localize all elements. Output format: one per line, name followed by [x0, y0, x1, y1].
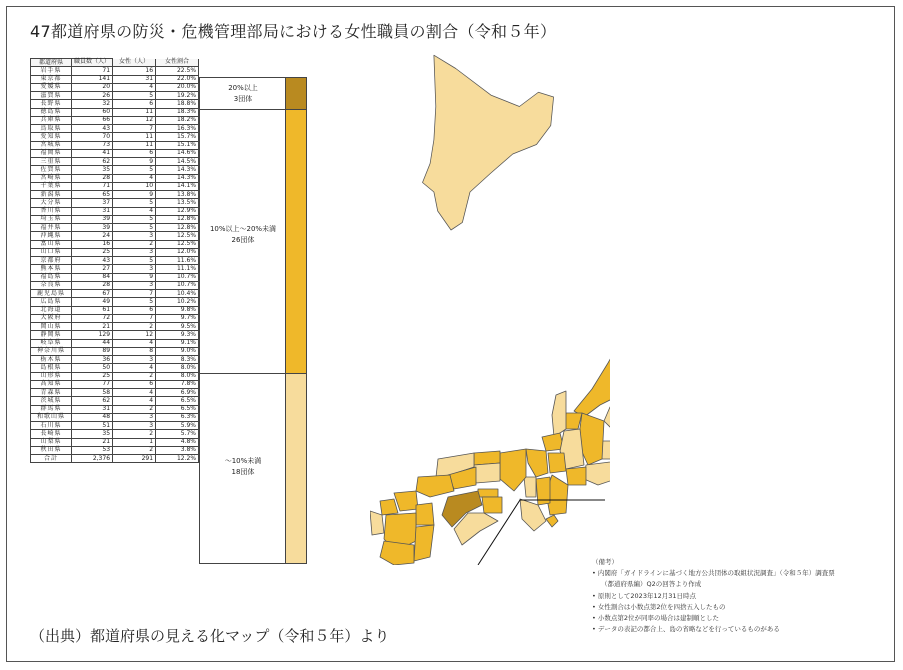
female-ratio-cell: 14.3% — [156, 174, 199, 182]
pref-name-cell: 大阪府 — [31, 314, 72, 322]
pref-name-cell: 山口県 — [31, 248, 72, 256]
total-staff-cell: 48 — [72, 413, 113, 421]
pref-aichi — [566, 467, 586, 485]
table-row — [31, 290, 199, 298]
pref-name-cell: 奈良県 — [31, 281, 72, 289]
total-staff-cell: 61 — [72, 306, 113, 314]
female-staff-cell: 4 — [113, 397, 156, 405]
table-row — [31, 224, 199, 232]
female-staff-cell: 2 — [113, 430, 156, 438]
pref-saga — [380, 499, 398, 515]
pref-name-cell: 栃木県 — [31, 356, 72, 364]
table-row — [31, 158, 199, 166]
group-10-20-swatch — [285, 110, 306, 373]
pref-name-cell: 福岡県 — [31, 149, 72, 157]
female-staff-cell: 12 — [113, 331, 156, 339]
group-under-10 — [199, 374, 307, 564]
total-staff-cell: 37 — [72, 199, 113, 207]
female-staff-cell: 7 — [113, 125, 156, 133]
female-ratio-cell: 12.9% — [156, 207, 199, 215]
female-staff-cell: 3 — [113, 281, 156, 289]
table-row — [31, 306, 199, 314]
table-row — [31, 75, 199, 83]
female-staff-cell: 2 — [113, 372, 156, 380]
female-ratio-cell: 10.2% — [156, 298, 199, 306]
female-staff-cell: 16 — [113, 67, 156, 75]
female-ratio-cell: 8.3% — [156, 356, 199, 364]
note-item-cont: （都道府県編）Q2の回答より作成 — [601, 580, 702, 589]
table-row — [31, 257, 199, 265]
pref-name-cell: 神奈川県 — [31, 347, 72, 355]
female-ratio-cell: 12.8% — [156, 215, 199, 223]
female-staff-cell: 3 — [113, 265, 156, 273]
total-staff-cell: 16 — [72, 240, 113, 248]
pref-name-cell: 福島県 — [31, 273, 72, 281]
female-ratio-cell: 9.0% — [156, 347, 199, 355]
pref-name-cell: 合計 — [31, 455, 72, 463]
total-staff-cell: 89 — [72, 347, 113, 355]
table-total-row — [31, 455, 199, 463]
female-staff-cell: 291 — [113, 455, 156, 463]
group-10-20 — [199, 110, 307, 374]
total-staff-cell: 43 — [72, 125, 113, 133]
total-staff-cell: 60 — [72, 108, 113, 116]
female-staff-cell: 4 — [113, 83, 156, 91]
pref-name-cell: 愛知県 — [31, 133, 72, 141]
table-row — [31, 314, 199, 322]
pref-kagawa — [478, 489, 498, 497]
female-ratio-cell: 15.7% — [156, 133, 199, 141]
pref-nara — [536, 477, 550, 505]
table-row — [31, 356, 199, 364]
group-20-over — [199, 77, 307, 110]
female-ratio-cell: 9.5% — [156, 323, 199, 331]
pref-name-cell: 青森県 — [31, 389, 72, 397]
table-row — [31, 438, 199, 446]
total-staff-cell: 32 — [72, 100, 113, 108]
table-row — [31, 323, 199, 331]
female-ratio-cell: 9.3% — [156, 331, 199, 339]
table-row — [31, 389, 199, 397]
table-row — [31, 331, 199, 339]
pref-name-cell: 沖縄県 — [31, 232, 72, 240]
header-female: 女性（人） — [113, 59, 156, 67]
group-20-over-swatch — [285, 78, 306, 109]
female-ratio-cell: 10.7% — [156, 273, 199, 281]
pref-name-cell: 香川県 — [31, 207, 72, 215]
table-row — [31, 141, 199, 149]
female-ratio-cell: 9.8% — [156, 306, 199, 314]
female-ratio-cell: 14.1% — [156, 182, 199, 190]
female-staff-cell: 9 — [113, 191, 156, 199]
group-under-10-swatch — [285, 374, 306, 563]
table-row — [31, 240, 199, 248]
pref-name-cell: 熊本県 — [31, 265, 72, 273]
female-ratio-cell: 11.1% — [156, 265, 199, 273]
group-10-20-label: 10%以上～20%未満 26団体 — [209, 225, 277, 244]
pref-name-cell: 徳島県 — [31, 108, 72, 116]
female-staff-cell: 3 — [113, 248, 156, 256]
table-row — [31, 166, 199, 174]
pref-name-cell: 宮城県 — [31, 141, 72, 149]
table-row — [31, 133, 199, 141]
table-row — [31, 265, 199, 273]
female-staff-cell: 4 — [113, 389, 156, 397]
female-staff-cell: 4 — [113, 207, 156, 215]
female-staff-cell: 5 — [113, 298, 156, 306]
pref-name-cell: 鳥取県 — [31, 125, 72, 133]
pref-name-cell: 兵庫県 — [31, 116, 72, 124]
table-row — [31, 116, 199, 124]
pref-name-cell: 新潟県 — [31, 191, 72, 199]
group-under-10-label: ～10%未満 18団体 — [224, 457, 262, 476]
female-ratio-cell: 7.8% — [156, 380, 199, 388]
total-staff-cell: 28 — [72, 281, 113, 289]
pref-name-cell: 福井県 — [31, 224, 72, 232]
female-ratio-cell: 19.2% — [156, 92, 199, 100]
female-ratio-cell: 6.3% — [156, 413, 199, 421]
prefecture-table — [30, 58, 199, 463]
total-staff-cell: 26 — [72, 92, 113, 100]
group-20-over-label: 20%以上 3団体 — [228, 84, 258, 103]
table-row — [31, 207, 199, 215]
total-staff-cell: 31 — [72, 405, 113, 413]
notes-block — [592, 557, 835, 635]
total-staff-cell: 2,376 — [72, 455, 113, 463]
female-ratio-cell: 8.0% — [156, 364, 199, 372]
table-row — [31, 67, 199, 75]
header-ratio: 女性割合 — [156, 59, 199, 67]
total-staff-cell: 24 — [72, 232, 113, 240]
female-ratio-cell: 10.4% — [156, 290, 199, 298]
table-row — [31, 430, 199, 438]
female-ratio-cell: 6.5% — [156, 405, 199, 413]
female-ratio-cell: 14.5% — [156, 158, 199, 166]
pref-name-cell: 岩手県 — [31, 67, 72, 75]
female-staff-cell: 4 — [113, 364, 156, 372]
table-row — [31, 174, 199, 182]
pref-fukuoka — [394, 491, 418, 511]
total-staff-cell: 53 — [72, 446, 113, 454]
note-item: • 原則として2023年12月31日時点 — [592, 591, 835, 602]
total-staff-cell: 77 — [72, 380, 113, 388]
pref-okayama — [474, 463, 500, 483]
total-staff-cell: 25 — [72, 248, 113, 256]
pref-name-cell: 群馬県 — [31, 405, 72, 413]
female-staff-cell: 6 — [113, 306, 156, 314]
female-staff-cell: 11 — [113, 108, 156, 116]
table-row — [31, 191, 199, 199]
pref-name-cell: 佐賀県 — [31, 166, 72, 174]
table-row — [31, 364, 199, 372]
table-row — [31, 232, 199, 240]
total-staff-cell: 21 — [72, 323, 113, 331]
pref-osaka — [524, 477, 536, 497]
total-staff-cell: 20 — [72, 83, 113, 91]
total-staff-cell: 72 — [72, 314, 113, 322]
female-staff-cell: 3 — [113, 413, 156, 421]
female-ratio-cell: 20.0% — [156, 83, 199, 91]
total-staff-cell: 84 — [72, 273, 113, 281]
female-staff-cell: 3 — [113, 232, 156, 240]
pref-shiga — [548, 453, 566, 473]
table-row — [31, 92, 199, 100]
female-ratio-cell: 5.7% — [156, 430, 199, 438]
table-row — [31, 125, 199, 133]
table-row — [31, 215, 199, 223]
female-ratio-cell: 5.9% — [156, 422, 199, 430]
total-staff-cell: 35 — [72, 430, 113, 438]
pref-name-cell: 大分県 — [31, 199, 72, 207]
female-staff-cell: 2 — [113, 323, 156, 331]
pref-kagoshima — [380, 541, 414, 565]
female-staff-cell: 9 — [113, 273, 156, 281]
table-row — [31, 339, 199, 347]
total-staff-cell: 25 — [72, 372, 113, 380]
table-row — [31, 100, 199, 108]
total-staff-cell: 129 — [72, 331, 113, 339]
female-ratio-cell: 14.6% — [156, 149, 199, 157]
female-ratio-cell: 12.5% — [156, 240, 199, 248]
female-staff-cell: 9 — [113, 158, 156, 166]
pref-name-cell: 静岡県 — [31, 331, 72, 339]
pref-name-cell: 千葉県 — [31, 182, 72, 190]
total-staff-cell: 49 — [72, 298, 113, 306]
female-staff-cell: 6 — [113, 380, 156, 388]
table-row — [31, 273, 199, 281]
pref-hokkaido — [423, 55, 554, 230]
female-ratio-cell: 15.1% — [156, 141, 199, 149]
female-ratio-cell: 12.8% — [156, 224, 199, 232]
female-staff-cell: 12 — [113, 116, 156, 124]
total-staff-cell: 65 — [72, 191, 113, 199]
pref-name-cell: 和歌山県 — [31, 413, 72, 421]
total-staff-cell: 28 — [72, 174, 113, 182]
pref-name-cell: 滋賀県 — [31, 92, 72, 100]
female-ratio-cell: 22.5% — [156, 67, 199, 75]
total-staff-cell: 141 — [72, 75, 113, 83]
total-staff-cell: 36 — [72, 356, 113, 364]
female-ratio-cell: 14.3% — [156, 166, 199, 174]
pref-okinawa — [546, 515, 558, 527]
pref-shizuoka — [584, 461, 610, 485]
female-ratio-cell: 18.2% — [156, 116, 199, 124]
female-staff-cell: 2 — [113, 446, 156, 454]
pref-kyoto — [526, 449, 548, 477]
notes-head: （備考） — [592, 558, 618, 566]
pref-name-cell: 山形県 — [31, 372, 72, 380]
pref-oita — [416, 503, 434, 525]
table-row — [31, 446, 199, 454]
female-staff-cell: 7 — [113, 314, 156, 322]
ratio-group-legend — [199, 77, 307, 564]
pref-name-cell: 長崎県 — [31, 430, 72, 438]
pref-gunma — [604, 405, 610, 431]
total-staff-cell: 41 — [72, 149, 113, 157]
pref-name-cell: 京都府 — [31, 257, 72, 265]
female-staff-cell: 6 — [113, 149, 156, 157]
table-row — [31, 248, 199, 256]
table-row — [31, 199, 199, 207]
table-row — [31, 182, 199, 190]
pref-hyogo — [500, 449, 526, 491]
female-ratio-cell: 4.8% — [156, 438, 199, 446]
pref-name-cell: 愛媛県 — [31, 83, 72, 91]
female-staff-cell: 5 — [113, 224, 156, 232]
female-staff-cell: 4 — [113, 174, 156, 182]
table-row — [31, 298, 199, 306]
pref-tokushima — [482, 497, 502, 513]
total-staff-cell: 35 — [72, 166, 113, 174]
pref-name-cell: 宮崎県 — [31, 174, 72, 182]
chart-title: 47都道府県の防災・危機管理部局における女性職員の割合（令和５年） — [30, 22, 557, 41]
female-staff-cell: 5 — [113, 92, 156, 100]
female-staff-cell: 1 — [113, 438, 156, 446]
pref-name-cell: 秋田県 — [31, 446, 72, 454]
table-row — [31, 372, 199, 380]
female-staff-cell: 3 — [113, 422, 156, 430]
female-staff-cell: 5 — [113, 166, 156, 174]
table-row — [31, 83, 199, 91]
total-staff-cell: 71 — [72, 182, 113, 190]
total-staff-cell: 51 — [72, 422, 113, 430]
female-ratio-cell: 8.0% — [156, 372, 199, 380]
total-staff-cell: 39 — [72, 224, 113, 232]
table-row — [31, 347, 199, 355]
pref-miyazaki — [414, 525, 434, 561]
female-ratio-cell: 18.3% — [156, 108, 199, 116]
pref-name-cell: 鹿児島県 — [31, 290, 72, 298]
pref-name-cell: 長野県 — [31, 100, 72, 108]
table-row — [31, 149, 199, 157]
female-staff-cell: 10 — [113, 182, 156, 190]
prefecture-table-wrap — [30, 58, 199, 463]
pref-niigata — [574, 345, 610, 417]
note-item: • 小数点第2位が同率の場合は建制順とした — [592, 613, 835, 624]
female-staff-cell: 5 — [113, 257, 156, 265]
pref-name-cell: 岐阜県 — [31, 339, 72, 347]
total-staff-cell: 67 — [72, 290, 113, 298]
pref-name-cell: 高知県 — [31, 380, 72, 388]
female-staff-cell: 6 — [113, 100, 156, 108]
pref-name-cell: 北海道 — [31, 306, 72, 314]
female-ratio-cell: 10.7% — [156, 281, 199, 289]
female-ratio-cell: 12.0% — [156, 248, 199, 256]
pref-name-cell: 岡山県 — [31, 323, 72, 331]
female-staff-cell: 5 — [113, 215, 156, 223]
female-ratio-cell: 13.5% — [156, 199, 199, 207]
pref-name-cell: 富山県 — [31, 240, 72, 248]
pref-name-cell: 東京都 — [31, 75, 72, 83]
female-ratio-cell: 9.1% — [156, 339, 199, 347]
source-credit: （出典）都道府県の見える化マップ（令和５年）より — [30, 627, 390, 645]
female-ratio-cell: 13.8% — [156, 191, 199, 199]
total-staff-cell: 50 — [72, 364, 113, 372]
pref-nagasaki — [370, 511, 384, 535]
female-ratio-cell: 16.3% — [156, 125, 199, 133]
female-staff-cell: 11 — [113, 133, 156, 141]
note-item: • 内閣府「ガイドラインに基づく地方公共団体の取組状況調査」（令和５年）調査票 — [592, 568, 835, 579]
pref-name-cell: 埼玉県 — [31, 215, 72, 223]
pref-name-cell: 島根県 — [31, 364, 72, 372]
pref-name-cell: 茨城県 — [31, 397, 72, 405]
female-ratio-cell: 22.0% — [156, 75, 199, 83]
female-staff-cell: 11 — [113, 141, 156, 149]
header-pref: 都道府県 — [31, 59, 72, 67]
female-staff-cell: 4 — [113, 339, 156, 347]
female-staff-cell: 5 — [113, 199, 156, 207]
header-total: 職員数（人） — [72, 59, 113, 67]
pref-name-cell: 山梨県 — [31, 438, 72, 446]
table-row — [31, 281, 199, 289]
pref-name-cell: 石川県 — [31, 422, 72, 430]
note-item: • データの表記の都合上、島の省略などを行っているものがある — [592, 624, 835, 635]
female-staff-cell: 2 — [113, 405, 156, 413]
female-ratio-cell: 12.2% — [156, 455, 199, 463]
pref-toyama — [564, 413, 582, 429]
total-staff-cell: 44 — [72, 339, 113, 347]
female-staff-cell: 3 — [113, 356, 156, 364]
pref-name-cell: 広島県 — [31, 298, 72, 306]
female-ratio-cell: 11.6% — [156, 257, 199, 265]
female-staff-cell: 31 — [113, 75, 156, 83]
female-ratio-cell: 9.7% — [156, 314, 199, 322]
pref-name-cell: 三重県 — [31, 158, 72, 166]
total-staff-cell: 62 — [72, 158, 113, 166]
table-row — [31, 405, 199, 413]
female-staff-cell: 8 — [113, 347, 156, 355]
total-staff-cell: 66 — [72, 116, 113, 124]
pref-yamaguchi — [416, 475, 454, 497]
note-item: • 女性割合は小数点第2位を四捨五入したもの — [592, 602, 835, 613]
total-staff-cell: 58 — [72, 389, 113, 397]
table-row — [31, 397, 199, 405]
female-staff-cell: 2 — [113, 240, 156, 248]
total-staff-cell: 73 — [72, 141, 113, 149]
female-ratio-cell: 6.9% — [156, 389, 199, 397]
female-staff-cell: 7 — [113, 290, 156, 298]
table-row — [31, 413, 199, 421]
total-staff-cell: 70 — [72, 133, 113, 141]
total-staff-cell: 31 — [72, 207, 113, 215]
total-staff-cell: 39 — [72, 215, 113, 223]
table-row — [31, 422, 199, 430]
table-row — [31, 108, 199, 116]
total-staff-cell: 21 — [72, 438, 113, 446]
total-staff-cell: 43 — [72, 257, 113, 265]
pref-ishikawa — [552, 391, 566, 437]
female-ratio-cell: 6.5% — [156, 397, 199, 405]
total-staff-cell: 62 — [72, 397, 113, 405]
total-staff-cell: 27 — [72, 265, 113, 273]
female-ratio-cell: 18.8% — [156, 100, 199, 108]
total-staff-cell: 71 — [72, 67, 113, 75]
female-ratio-cell: 3.8% — [156, 446, 199, 454]
japan-map — [370, 45, 610, 565]
female-ratio-cell: 12.5% — [156, 232, 199, 240]
table-row — [31, 380, 199, 388]
